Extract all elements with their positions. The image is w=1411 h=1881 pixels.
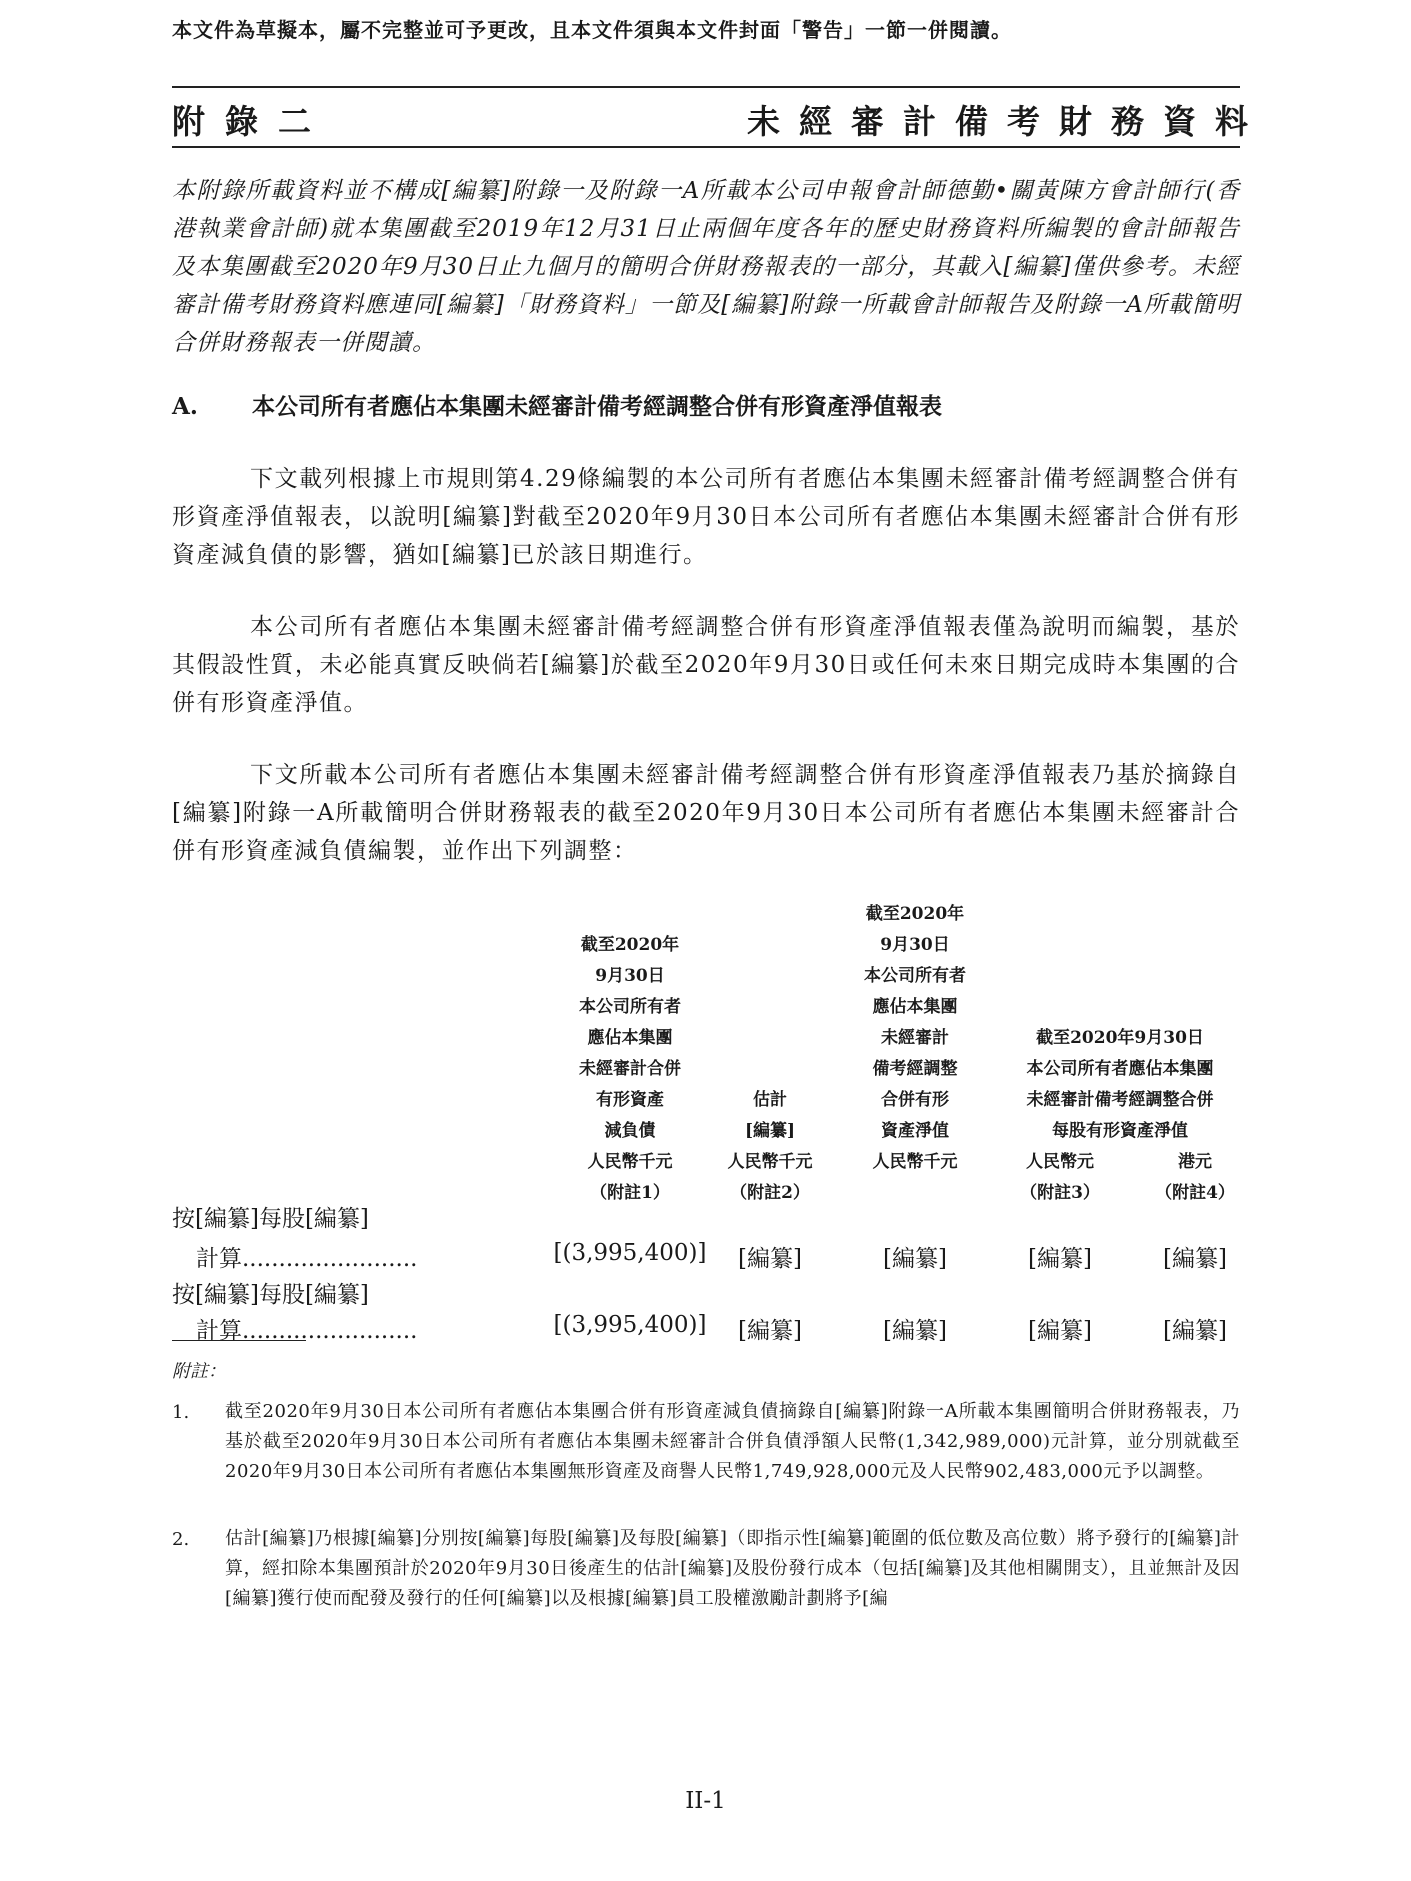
- table-row-1-label-line2: 計算........................: [196, 1246, 418, 1272]
- col-header-per-share-group: 截至2020年9月30日 本公司所有者應佔本集團 未經審計備考經調整合併 每股有形資產淨值: [1026, 1028, 1214, 1141]
- note-1-number: 1.: [172, 1402, 190, 1423]
- notes-title: 附註：: [172, 1361, 226, 1382]
- draft-disclaimer: 本文件為草擬本，屬不完整並可予更改，且本文件須與本文件封面「警告」一節一併閱讀。: [172, 18, 1012, 42]
- section-a-heading: [172, 388, 942, 421]
- intro-paragraph: 本附錄所載資料並不構成[編纂]附錄一及附錄一A所載本公司申報會計師德勤•關黃陳方會計師行(香港執業會計師)就本集團截至2019年12月31日止兩個年度各年的歷史財務資料所編製的會計師報告及本集團截至2020年9月30日止九個月的簡明合併財務報表的一部分，其載入[編纂]僅供參考。未經審計備考財務資料應連同[編纂]「財務資料」一節及[編纂]附錄一所載會計師報告及附錄一A所載簡明合併財務報表一併閱讀。: [172, 178, 1240, 356]
- table-row-2-rmb-per-share: [編纂]: [1028, 1318, 1092, 1344]
- table-row-2-label-line1: 按[編纂]每股[編纂]: [172, 1282, 369, 1308]
- section-a-title: 本公司所有者應佔本集團未經審計備考經調整合併有形資產淨值報表: [252, 393, 942, 420]
- header-bottom-rule: [172, 146, 1240, 148]
- col-header-rmb-per-share: 人民幣元 （附註3）: [1020, 1152, 1100, 1203]
- col-header-hkd-per-share: 港元 （附註4）: [1155, 1152, 1235, 1203]
- table-row-2-pro-forma: [編纂]: [883, 1318, 947, 1344]
- header-top-rule: [172, 86, 1240, 88]
- col-header-pro-forma-adjusted: 截至2020年 9月30日 本公司所有者 應佔本集團 未經審計 備考經調整 合併有形 資產淨值 人民幣千元: [864, 904, 966, 1172]
- col-header-net-liabilities: 截至2020年 9月30日 本公司所有者 應佔本集團 未經審計合併 有形資產 減負債 人民幣千元 （附註1）: [579, 935, 681, 1203]
- table-row-2-net-liabilities: [(3,995,400)]: [553, 1312, 707, 1338]
- table-row-1-rmb-per-share: [編纂]: [1028, 1246, 1092, 1272]
- notes-separator-rule: [172, 1340, 306, 1341]
- col-header-estimated-proceeds: 估計 [編纂] 人民幣千元 （附註2）: [727, 1090, 813, 1203]
- table-row-1-net-liabilities: [(3,995,400)]: [553, 1240, 707, 1266]
- table-row-1-pro-forma: [編纂]: [883, 1246, 947, 1272]
- paragraph-3: 下文所載本公司所有者應佔本集團未經審計備考經調整合併有形資產淨值報表乃基於摘錄自[編纂]附錄一A所載簡明合併財務報表的截至2020年9月30日本公司所有者應佔本集團未經審計合併有形資產減負債編製，並作出下列調整：: [172, 762, 1240, 864]
- note-1-text: 截至2020年9月30日本公司所有者應佔本集團合併有形資產減負債摘錄自[編纂]附錄一A所載本集團簡明合併財務報表，乃基於截至2020年9月30日本公司所有者應佔本集團未經審計合併負債淨額人民幣(1,342,989,000)元計算，並分別就截至2020年9月30日本公司所有者應佔本集團無形資產及商譽人民幣1,749,928,000元及人民幣902,483,000元予以調整。: [225, 1401, 1240, 1482]
- paragraph-1: 下文載列根據上市規則第4.29條編製的本公司所有者應佔本集團未經審計備考經調整合併有形資產淨值報表，以說明[編纂]對截至2020年9月30日本公司所有者應佔本集團未經審計合併有形資產減負債的影響，猶如[編纂]已於該日期進行。: [172, 466, 1240, 568]
- paragraph-2: 本公司所有者應佔本集團未經審計備考經調整合併有形資產淨值報表僅為說明而編製，基於其假設性質，未必能真實反映倘若[編纂]於截至2020年9月30日或任何未來日期完成時本集團的合併有形資產淨值。: [172, 614, 1240, 716]
- appendix-label: 附錄二: [172, 102, 331, 141]
- section-a-mark: A.: [172, 393, 198, 420]
- table-row-2-estimated-proceeds: [編纂]: [738, 1318, 802, 1344]
- table-row-1-estimated-proceeds: [編纂]: [738, 1246, 802, 1272]
- table-row-1-hkd-per-share: [編纂]: [1163, 1246, 1227, 1272]
- table-row-2-hkd-per-share: [編纂]: [1163, 1318, 1227, 1344]
- page-number: II-1: [685, 1788, 726, 1814]
- appendix-title: 未經審計備考財務資料: [747, 102, 1267, 141]
- note-2-number: 2.: [172, 1529, 190, 1550]
- note-2-text: 估計[編纂]乃根據[編纂]分別按[編纂]每股[編纂]及每股[編纂]（即指示性[編纂]範圍的低位數及高位數）將予發行的[編纂]計算，經扣除本集團預計於2020年9月30日後產生的估計[編纂]及股份發行成本（包括[編纂]及其他相關開支），且並無計及因[編纂]獲行使而配發及發行的任何[編纂]以及根據[編纂]員工股權激勵計劃將予[編: [225, 1528, 1240, 1609]
- table-row-2-label-line2: 計算........................: [196, 1318, 418, 1344]
- table-row-1-label-line1: 按[編纂]每股[編纂]: [172, 1206, 369, 1232]
